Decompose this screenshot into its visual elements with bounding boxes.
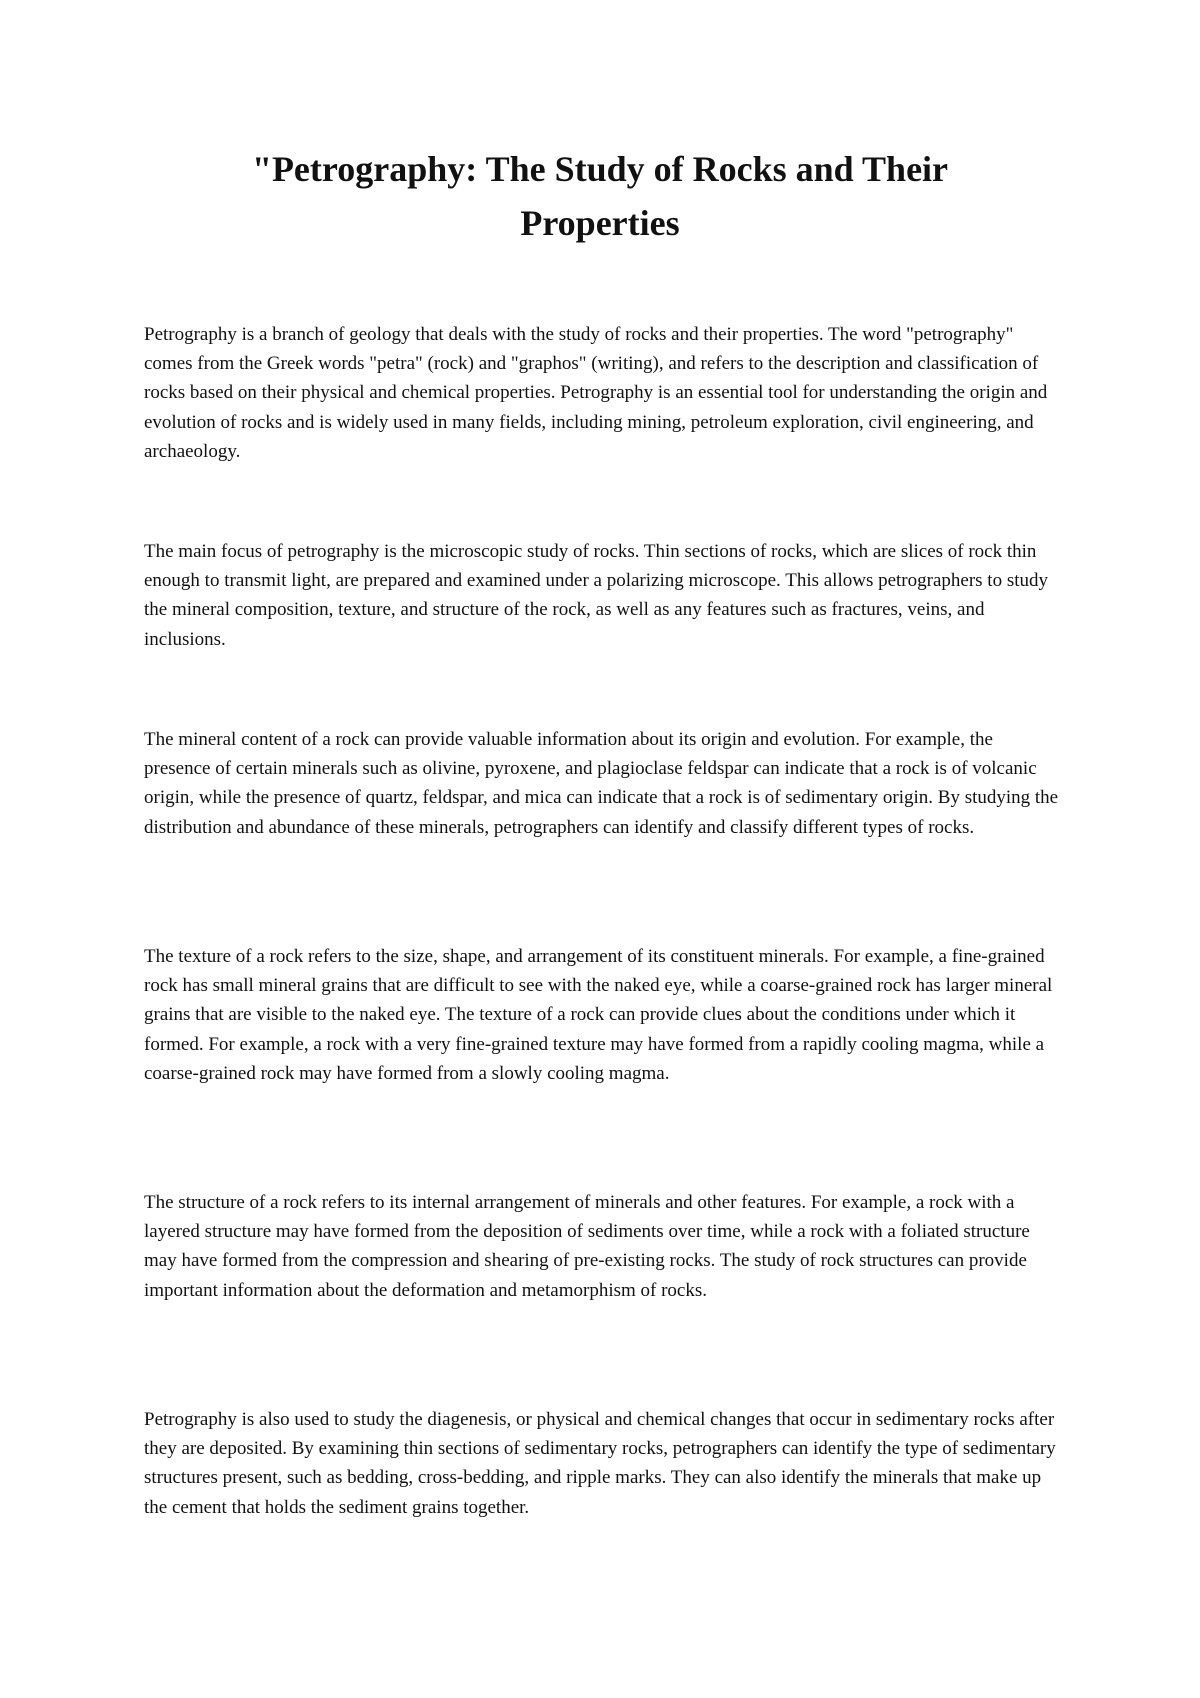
paragraph-microscopic-study: The main focus of petrography is the microscopic study of rocks. Thin sections of rocks, which are slices of rock thin enough to transmit light, are prepared and examined under a polarizing microscope. This allows petrographers to study the mineral composition, texture, and structure of the rock, as well as any features such as fractures, veins, and inclusions. xyxy=(144,541,1049,650)
document-title: "Petrography: The Study of Rocks and Their Properties xyxy=(251,149,949,243)
paragraph-structure: The structure of a rock refers to its internal arrangement of minerals and other features. For example, a rock with a layered structure may have formed from the deposition of sediments over time, while a rock with a foliated structure may have formed from the compression and shearing of pre-existing rocks. The study of rock structures can provide important information about the deformation and metamorphism of rocks. xyxy=(144,1192,1030,1301)
paragraph-introduction: Petrography is a branch of geology that deals with the study of rocks and their properties. The word "petrography" comes from the Greek words "petra" (rock) and "graphos" (writing), and refers to the description and classification of rocks based on their physical and chemical properties. Petrography is an essential tool for understanding the origin and evolution of rocks and is widely used in many fields, including mining, petroleum exploration, civil engineering, and archaeology. xyxy=(144,324,1048,462)
paragraph-diagenesis: Petrography is also used to study the diagenesis, or physical and chemical changes that occur in sedimentary rocks after they are deposited. By examining thin sections of sedimentary rocks, petrographers can identify the type of sedimentary structures present, such as bedding, cross-bedding, and ripple marks. They can also identify the minerals that make up the cement that holds the sediment grains together. xyxy=(144,1409,1056,1518)
paragraph-mineral-content: The mineral content of a rock can provide valuable information about its origin and evolution. For example, the presence of certain minerals such as olivine, pyroxene, and plagioclase feldspar can indicate that a rock is of volcanic origin, while the presence of quartz, feldspar, and mica can indicate that a rock is of sedimentary origin. By studying the distribution and abundance of these minerals, petrographers can identify and classify different types of rocks. xyxy=(144,729,1059,838)
paragraph-texture: The texture of a rock refers to the size, shape, and arrangement of its constituent minerals. For example, a fine-grained rock has small mineral grains that are difficult to see with the naked eye, while a coarse-grained rock has larger mineral grains that are visible to the naked eye. The texture of a rock can provide clues about the conditions under which it formed. For example, a rock with a very fine-grained texture may have formed from a rapidly cooling magma, while a coarse-grained rock may have formed from a slowly cooling magma. xyxy=(144,946,1053,1084)
